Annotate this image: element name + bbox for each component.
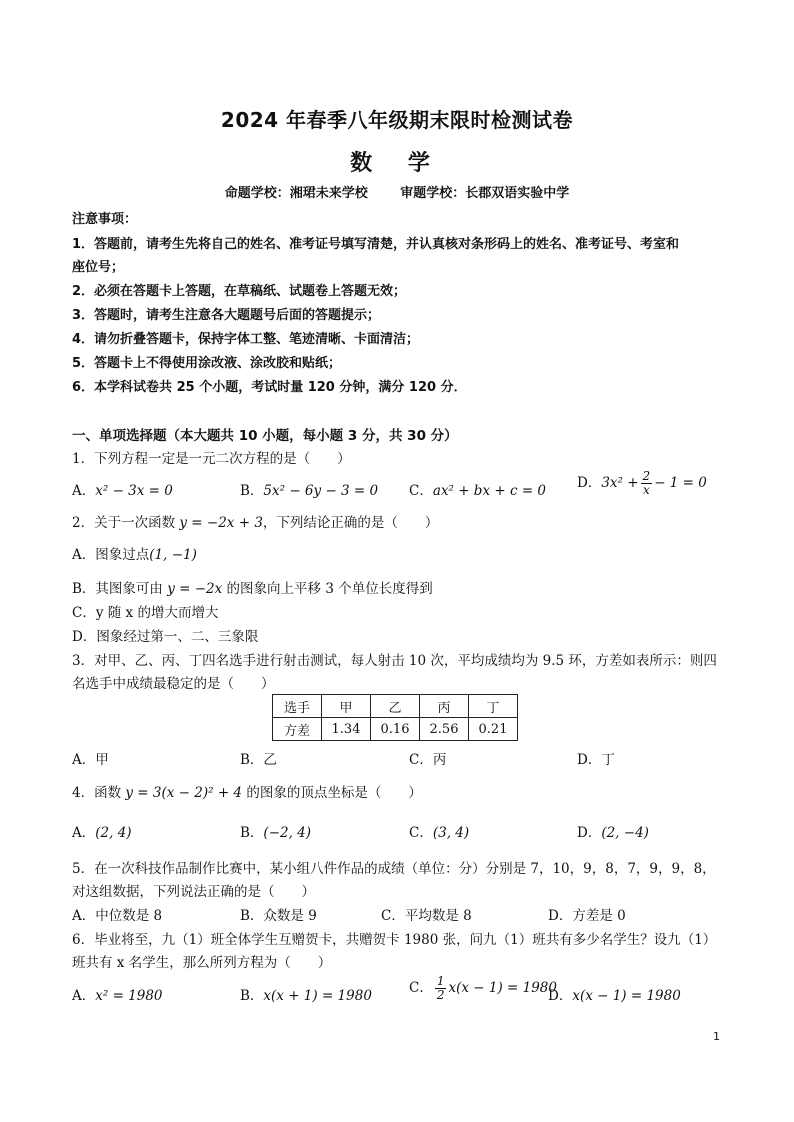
stem-expr: y = 3(x − 2)² + 4 (125, 785, 243, 801)
option-expr: (2, 4) (95, 825, 132, 841)
option-label: B． (240, 483, 264, 499)
school-info (0, 182, 794, 201)
option-expr: x² − 3x = 0 (95, 483, 173, 499)
table-cell: 2.56 (420, 718, 469, 741)
option-label: D． (577, 825, 602, 841)
table-cell: 甲 (322, 695, 371, 718)
option-label: A． (72, 988, 96, 1004)
fraction (641, 470, 653, 497)
page-number: 1 (713, 1030, 720, 1043)
q3-option-a: A．甲 (72, 752, 109, 768)
table-cell: 丁 (469, 695, 518, 718)
q2-option-d: D．图象经过第一、二、三象限 (72, 629, 259, 645)
option-text: 的图象向上平移 3 个单位长度得到 (222, 581, 433, 597)
table-cell: 1.34 (322, 718, 371, 741)
table-cell: 方差 (273, 718, 322, 741)
option-expr: (1, −1) (149, 547, 197, 563)
q2-option-a (72, 543, 197, 563)
fraction-denominator: x (642, 483, 650, 497)
table-cell: 乙 (371, 695, 420, 718)
option-label: D． (577, 475, 602, 491)
question-3-stem-cont: 名选手中成绩最稳定的是（ ） (72, 676, 275, 692)
notice-item-5: 5．答题卡上不得使用涂改液、涂改胶和贴纸； (72, 356, 342, 371)
stem-text: 4．函数 (72, 785, 126, 801)
option-expr: 5x² − 6y − 3 = 0 (263, 483, 379, 499)
option-label: C． (409, 483, 433, 499)
fraction-numerator: 1 (436, 974, 445, 988)
option-expr: (2, −4) (601, 825, 649, 841)
q2-option-c: C．y 随 x 的增大而增大 (72, 605, 219, 621)
option-expr: y = −2x (167, 581, 223, 597)
fraction-denominator: 2 (436, 988, 445, 1002)
question-2-stem (72, 511, 438, 531)
q1-option-a (72, 479, 173, 499)
question-5-stem-cont: 对这组数据，下列说法正确的是（ ） (72, 884, 315, 900)
q3-option-c: C．丙 (409, 752, 447, 768)
question-6-stem-cont: 班共有 x 名学生，那么所列方程为（ ） (72, 955, 332, 971)
notice-item-6: 6．本学科试卷共 25 个小题，考试时量 120 分钟，满分 120 分． (72, 380, 467, 395)
q4-option-d (577, 821, 649, 841)
question-6-stem: 6．毕业将至，九（1）班全体学生互赠贺卡，共赠贺卡 1980 张，问九（1）班共有多少名学生？设九（1） (72, 932, 717, 948)
option-label: B． (240, 988, 264, 1004)
option-expr: x(x − 1) = 1980 (448, 980, 557, 996)
option-expr: x(x + 1) = 1980 (263, 988, 372, 1004)
option-expr: (−2, 4) (263, 825, 312, 841)
q1-option-d (577, 470, 707, 497)
option-label: A． (72, 483, 96, 499)
q5-option-a: A．中位数是 8 (72, 908, 163, 924)
q5-option-d: D．方差是 0 (548, 908, 626, 924)
q1-option-c (409, 479, 546, 499)
table-cell: 0.21 (469, 718, 518, 741)
option-text: A．图象过点 (72, 547, 150, 563)
reviewer-school: 审题学校：长郡双语实验中学 (400, 186, 570, 201)
question-4-stem (72, 781, 422, 801)
variance-table (272, 694, 518, 741)
question-3-stem: 3．对甲、乙、丙、丁四名选手进行射击测试，每人射击 10 次，平均成绩均为 9.5 环，方差如表所示：则四 (72, 653, 717, 669)
exam-title: 2024 年春季八年级期末限时检测试卷 (220, 108, 574, 132)
section-heading: 一、单项选择题（本大题共 10 小题，每小题 3 分，共 30 分） (72, 428, 458, 444)
option-expr: (3, 4) (432, 825, 470, 841)
q3-option-b: B．乙 (240, 752, 277, 768)
notice-item-1-cont: 座位号； (72, 260, 125, 275)
option-expr: 3x² + (601, 475, 639, 491)
table-cell: 丙 (420, 695, 469, 718)
q5-option-c: C．平均数是 8 (381, 908, 472, 924)
notice-item-3: 3．答题时，请考生注意各大题题号后面的答题提示； (72, 308, 381, 323)
option-expr: ax² + bx + c = 0 (432, 483, 547, 499)
option-expr: x² = 1980 (95, 988, 163, 1004)
fraction (435, 975, 447, 1002)
table-cell: 选手 (273, 695, 322, 718)
table-cell: 0.16 (371, 718, 420, 741)
notice-item-2: 2．必须在答题卡上答题，在草稿纸、试题卷上答题无效； (72, 284, 407, 299)
question-5-stem: 5．在一次科技作品制作比赛中，某小组八件作品的成绩（单位：分）分别是 7，10，9，8，7，9，9，8， (72, 861, 716, 877)
notice-item-4: 4．请勿折叠答题卡，保持字体工整、笔迹清晰、卡面清洁； (72, 332, 420, 347)
table-row (273, 718, 518, 741)
subject-title: 数 学 (350, 151, 444, 176)
notice-heading: 注意事项： (72, 212, 138, 227)
option-expr: x(x − 1) = 1980 (572, 988, 681, 1004)
q6-option-d (548, 984, 681, 1004)
q6-option-c (409, 975, 557, 1002)
stem-text: 的图象的顶点坐标是（ ） (242, 785, 422, 801)
stem-text: 2．关于一次函数 (72, 515, 180, 531)
q6-option-a (72, 984, 163, 1004)
option-label: A． (72, 825, 96, 841)
question-1-stem: 1．下列方程一定是一元二次方程的是（ ） (72, 451, 351, 467)
option-label: C． (409, 825, 433, 841)
q2-option-b (72, 577, 433, 597)
q4-option-c (409, 821, 469, 841)
q1-option-b (240, 479, 378, 499)
q3-option-d: D．丁 (577, 752, 615, 768)
q5-option-b: B．众数是 9 (240, 908, 317, 924)
option-label: C． (409, 980, 433, 996)
stem-expr: y = −2x + 3 (179, 515, 263, 531)
setter-school: 命题学校：湘珺未来学校 (224, 186, 368, 201)
q4-option-a (72, 821, 132, 841)
option-text: B．其图象可由 (72, 581, 168, 597)
stem-text: ，下列结论正确的是（ ） (262, 515, 439, 531)
table-row (273, 695, 518, 718)
option-label: D． (548, 988, 573, 1004)
q4-option-b (240, 821, 311, 841)
option-label: B． (240, 825, 264, 841)
q6-option-b (240, 984, 372, 1004)
notice-item-1: 1．答题前，请考生先将自己的姓名、准考证号填写清楚，并认真核对条形码上的姓名、准考证号、考室和 (72, 237, 680, 252)
option-expr: − 1 = 0 (654, 475, 707, 491)
fraction-numerator: 2 (642, 469, 651, 483)
